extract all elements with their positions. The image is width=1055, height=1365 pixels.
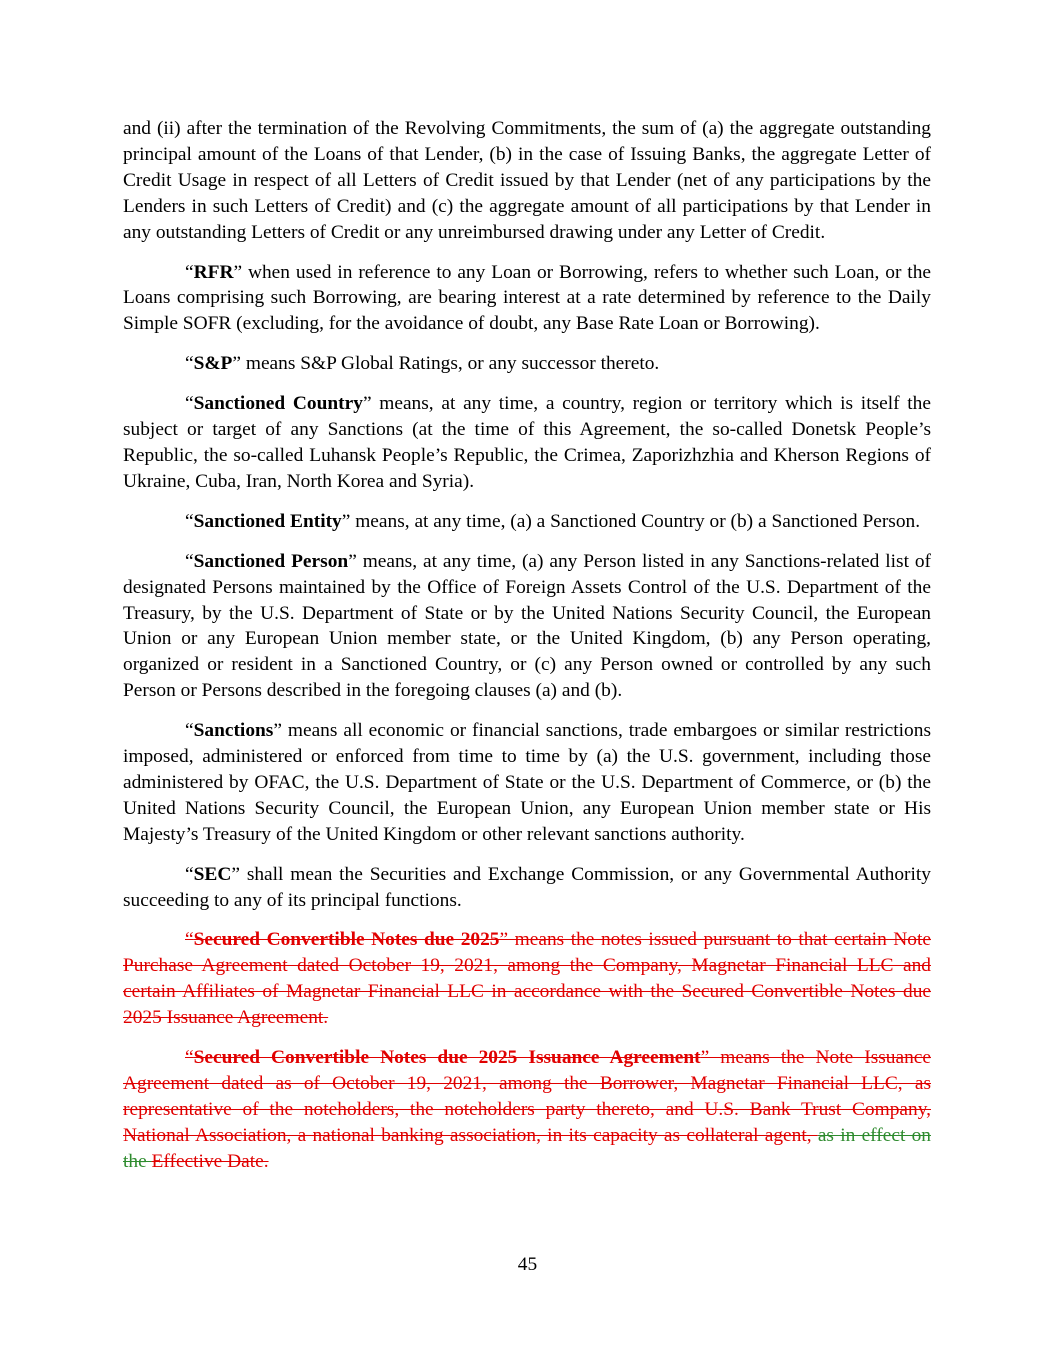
page-footer bbox=[0, 1252, 1055, 1278]
text-run: “ bbox=[185, 510, 194, 532]
paragraph-continuation bbox=[123, 116, 931, 246]
definition-sanctions bbox=[123, 718, 931, 848]
text-run: “ bbox=[185, 720, 194, 742]
text-run: “ bbox=[185, 929, 194, 951]
page-number: 45 bbox=[517, 1254, 538, 1275]
definition-sanctioned-country bbox=[123, 391, 931, 495]
text-run: “ bbox=[185, 261, 194, 283]
text-run: Sanctioned Country bbox=[193, 393, 363, 415]
text-run: and (ii) after the termination of the Revolving Commitments, the sum of (a) the aggregate outstanding principal amount of the Loans of that Lender, (b) in the case of Issuing Banks, the aggregate Letter of Credit Usage in respect of all Letters of Credit issued by that Lender (net of any participations by the Lenders in such Letters of Credit) and (c) the aggregate amount of all participations by that Lender in any outstanding Letters of Credit or any unreimbursed drawing under any Letter of Credit. bbox=[123, 118, 931, 243]
text-run: “ bbox=[185, 393, 194, 415]
text-run: ” means S&P Global Ratings, or any successor thereto. bbox=[232, 353, 660, 375]
text-run: Sanctioned Entity bbox=[193, 510, 342, 532]
text-run: ” means, at any time, (a) a Sanctioned Country or (b) a Sanctioned Person. bbox=[341, 510, 921, 532]
text-run: SEC bbox=[193, 863, 232, 885]
text-run: ” when used in reference to any Loan or Borrowing, refers to whether such Loan, or the Loans comprising such Borrowing, are bearing interest at a rate determined by reference to the Daily Simple SOFR (excluding, for the avoidance of doubt, any Base Rate Loan or Borrowing). bbox=[123, 261, 931, 335]
definition-sanctioned-person bbox=[123, 549, 931, 704]
text-run: ” means, at any time, a country, region or territory which is itself the subject or target of any Sanctions (at the time of this Agreement, the so-called Donetsk People’s Republic, the so-called Luhansk People’s Republic, the Crimea, Zaporizhzhia and Kherson Regions of Ukraine, Cuba, Iran, North Korea and Syria). bbox=[123, 393, 931, 492]
definition-secured-convertible-notes-due-2025-issuance-agreement-deleted bbox=[123, 1045, 931, 1175]
definition-secured-convertible-notes-due-2025-deleted bbox=[123, 927, 931, 1031]
text-run: Secured Convertible Notes due 2025 Issuance Agreement bbox=[193, 1047, 701, 1069]
definition-rfr bbox=[123, 260, 931, 338]
definition-sp bbox=[123, 351, 931, 377]
text-run: “ bbox=[185, 550, 194, 572]
text-run: Sanctions bbox=[193, 720, 274, 742]
text-run: Effective Date. bbox=[151, 1150, 269, 1172]
definition-sanctioned-entity bbox=[123, 509, 931, 535]
definition-sec bbox=[123, 862, 931, 914]
text-run: Secured Convertible Notes due 2025 bbox=[193, 929, 500, 951]
text-run: Sanctioned Person bbox=[193, 550, 349, 572]
text-run: ” means the Note Issuance Agreement dated as of October 19, 2021, among the Borrower, Magnetar Financial LLC, as representative of the noteholders, the noteholders party thereto, and U.S. Bank Trust Company, National Association, a national banking association, in its capacity as collateral agent, bbox=[123, 1047, 931, 1146]
document-body bbox=[123, 116, 931, 1189]
text-run: as in effect on the bbox=[123, 1124, 931, 1172]
text-run: RFR bbox=[193, 261, 234, 283]
text-run: “ bbox=[185, 353, 194, 375]
text-run: ” means all economic or financial sanctions, trade embargoes or similar restrictions imposed, administered or enforced from time to time by (a) the U.S. government, including those administered by OFAC, the U.S. Department of State or the U.S. Department of Commerce, or (b) the United Nations Security Council, the European Union, any European Union member state or His Majesty’s Treasury of the United Kingdom or other relevant sanctions authority. bbox=[123, 720, 931, 845]
text-run: “ bbox=[185, 863, 194, 885]
text-run: ” means the notes issued pursuant to that certain Note Purchase Agreement dated October 19, 2021, among the Company, Magnetar Financial LLC and certain Affiliates of Magnetar Financial LLC in accordance with the Secured Convertible Notes due 2025 Issuance Agreement. bbox=[123, 929, 931, 1029]
text-run: “ bbox=[185, 1047, 194, 1069]
text-run: ” means, at any time, (a) any Person listed in any Sanctions-related list of designated Persons maintained by the Office of Foreign Assets Control of the U.S. Department of the Treasury, by the U.S. Department of State or by the United Nations Security Council, the European Union or any European Union member state, or the United Kingdom, (b) any Person operating, organized or resident in a Sanctioned Country, or (c) any Person owned or controlled by any such Person or Persons described in the foregoing clauses (a) and (b). bbox=[123, 550, 931, 702]
text-run: ” shall mean the Securities and Exchange Commission, or any Governmental Authority succeeding to any of its principal functions. bbox=[123, 863, 931, 911]
text-run: S&P bbox=[193, 353, 233, 375]
